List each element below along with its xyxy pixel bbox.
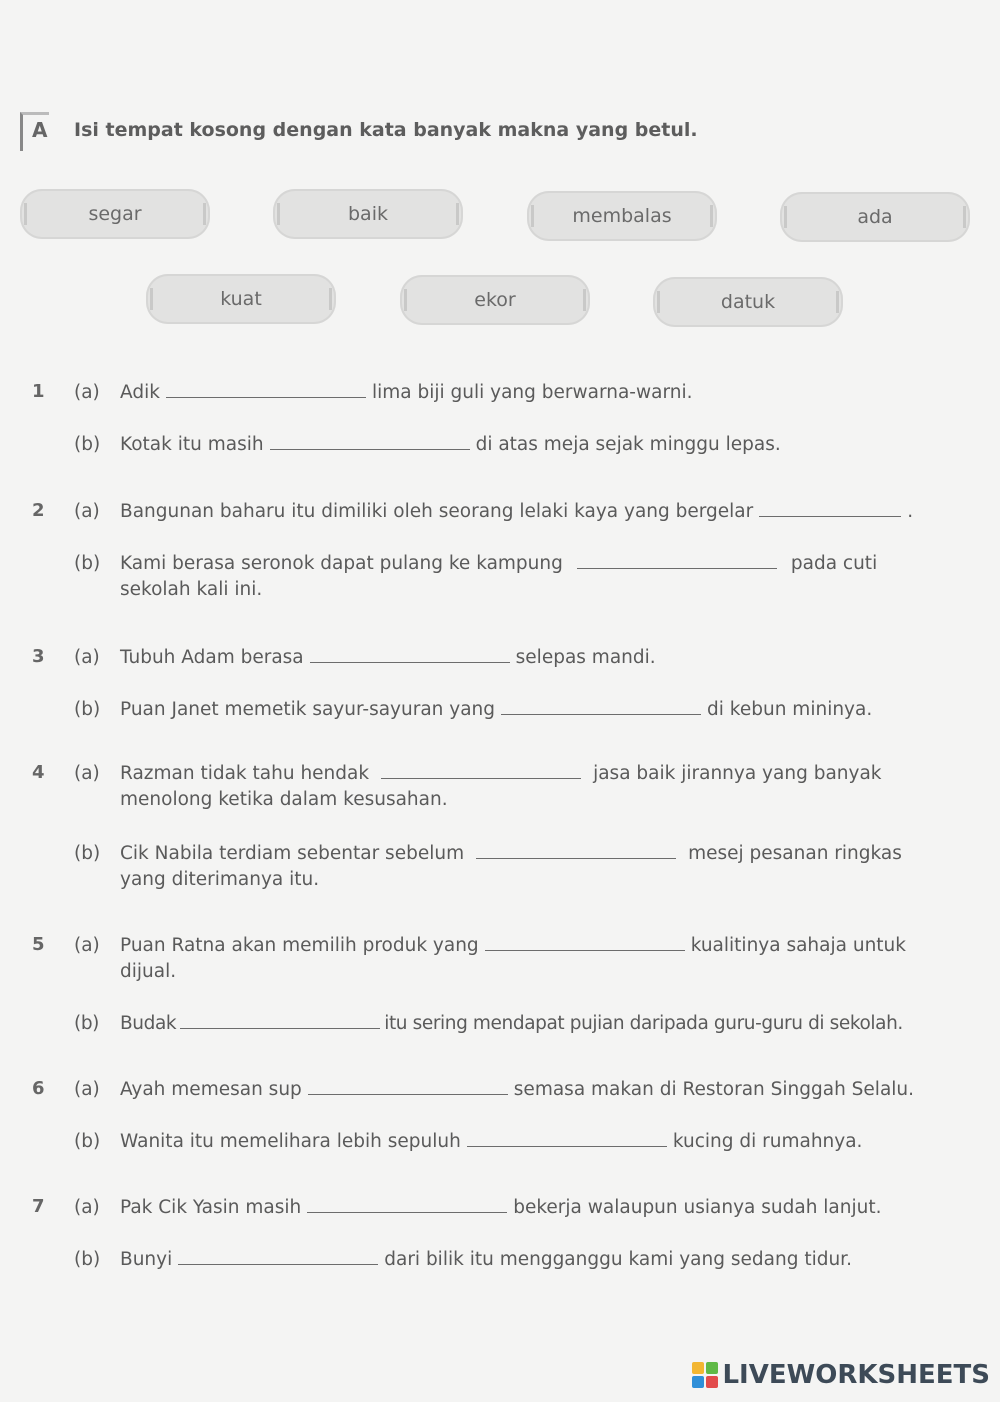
- section-header: [18, 110, 698, 150]
- question-number: 5: [32, 934, 45, 955]
- word-bank-item[interactable]: ada: [780, 192, 970, 242]
- section-letter: A: [32, 118, 48, 142]
- answer-blank[interactable]: [180, 1010, 380, 1029]
- question-5a: (a) Puan Ratna akan memilih produk yang kualitinya sahaja untuk: [74, 932, 906, 959]
- logo-square-4: [706, 1376, 718, 1388]
- question-2a: (a) Bangunan baharu itu dimiliki oleh seorang lelaki kaya yang bergelar .: [74, 498, 913, 525]
- answer-blank[interactable]: [485, 932, 685, 951]
- question-number: 6: [32, 1078, 45, 1099]
- question-5b: (b) Budak itu sering mendapat pujian daripada guru-guru di sekolah.: [74, 1010, 903, 1037]
- logo-text: LIVEWORKSHEETS: [722, 1360, 990, 1390]
- logo-square-2: [706, 1362, 718, 1374]
- logo-square-3: [692, 1376, 704, 1388]
- question-number: 3: [32, 646, 45, 667]
- answer-blank[interactable]: [178, 1246, 378, 1265]
- answer-blank[interactable]: [501, 696, 701, 715]
- word-bank-item[interactable]: kuat: [146, 274, 336, 324]
- question-1b: (b) Kotak itu masih di atas meja sejak minggu lepas.: [74, 431, 781, 458]
- instruction-text: Isi tempat kosong dengan kata banyak makna yang betul.: [74, 119, 698, 141]
- question-3b: (b) Puan Janet memetik sayur-sayuran yang di kebun mininya.: [74, 696, 872, 723]
- question-5a-continued: dijual.: [120, 961, 177, 982]
- question-2b: (b) Kami berasa seronok dapat pulang ke kampung pada cuti: [74, 550, 970, 577]
- answer-blank[interactable]: [381, 760, 581, 779]
- question-number: 2: [32, 500, 45, 521]
- question-4b: (b) Cik Nabila terdiam sebentar sebelum mesej pesanan ringkas: [74, 840, 902, 867]
- question-4b-continued: yang diterimanya itu.: [120, 869, 320, 890]
- logo-square-1: [692, 1362, 704, 1374]
- liveworksheets-logo[interactable]: [692, 1360, 990, 1390]
- question-4a: (a) Razman tidak tahu hendak jasa baik jirannya yang banyak: [74, 760, 882, 787]
- question-6a: (a) Ayah memesan sup semasa makan di Restoran Singgah Selalu.: [74, 1076, 914, 1103]
- question-2b-continued: sekolah kali ini.: [120, 579, 263, 600]
- question-number: 1: [32, 381, 45, 402]
- word-bank-item[interactable]: membalas: [527, 191, 717, 241]
- answer-blank[interactable]: [270, 431, 470, 450]
- word-bank-item[interactable]: ekor: [400, 275, 590, 325]
- question-4a-continued: menolong ketika dalam kesusahan.: [120, 789, 448, 810]
- question-1a: (a) Adik lima biji guli yang berwarna-warni.: [74, 379, 692, 406]
- question-3a: (a) Tubuh Adam berasa selepas mandi.: [74, 644, 656, 671]
- answer-blank[interactable]: [476, 840, 676, 859]
- word-bank-item[interactable]: baik: [273, 189, 463, 239]
- answer-blank[interactable]: [577, 550, 777, 569]
- question-7b: (b) Bunyi dari bilik itu mengganggu kami yang sedang tidur.: [74, 1246, 852, 1273]
- question-number: 7: [32, 1196, 45, 1217]
- question-number: 4: [32, 762, 45, 783]
- answer-blank[interactable]: [307, 1194, 507, 1213]
- answer-blank[interactable]: [310, 644, 510, 663]
- answer-blank[interactable]: [467, 1128, 667, 1147]
- word-bank-item[interactable]: segar: [20, 189, 210, 239]
- answer-blank[interactable]: [759, 498, 901, 517]
- question-6b: (b) Wanita itu memelihara lebih sepuluh kucing di rumahnya.: [74, 1128, 862, 1155]
- question-7a: (a) Pak Cik Yasin masih bekerja walaupun usianya sudah lanjut.: [74, 1194, 882, 1221]
- logo-mark-icon: [692, 1362, 718, 1388]
- section-badge: [18, 110, 52, 150]
- answer-blank[interactable]: [308, 1076, 508, 1095]
- answer-blank[interactable]: [166, 379, 366, 398]
- word-bank-item[interactable]: datuk: [653, 277, 843, 327]
